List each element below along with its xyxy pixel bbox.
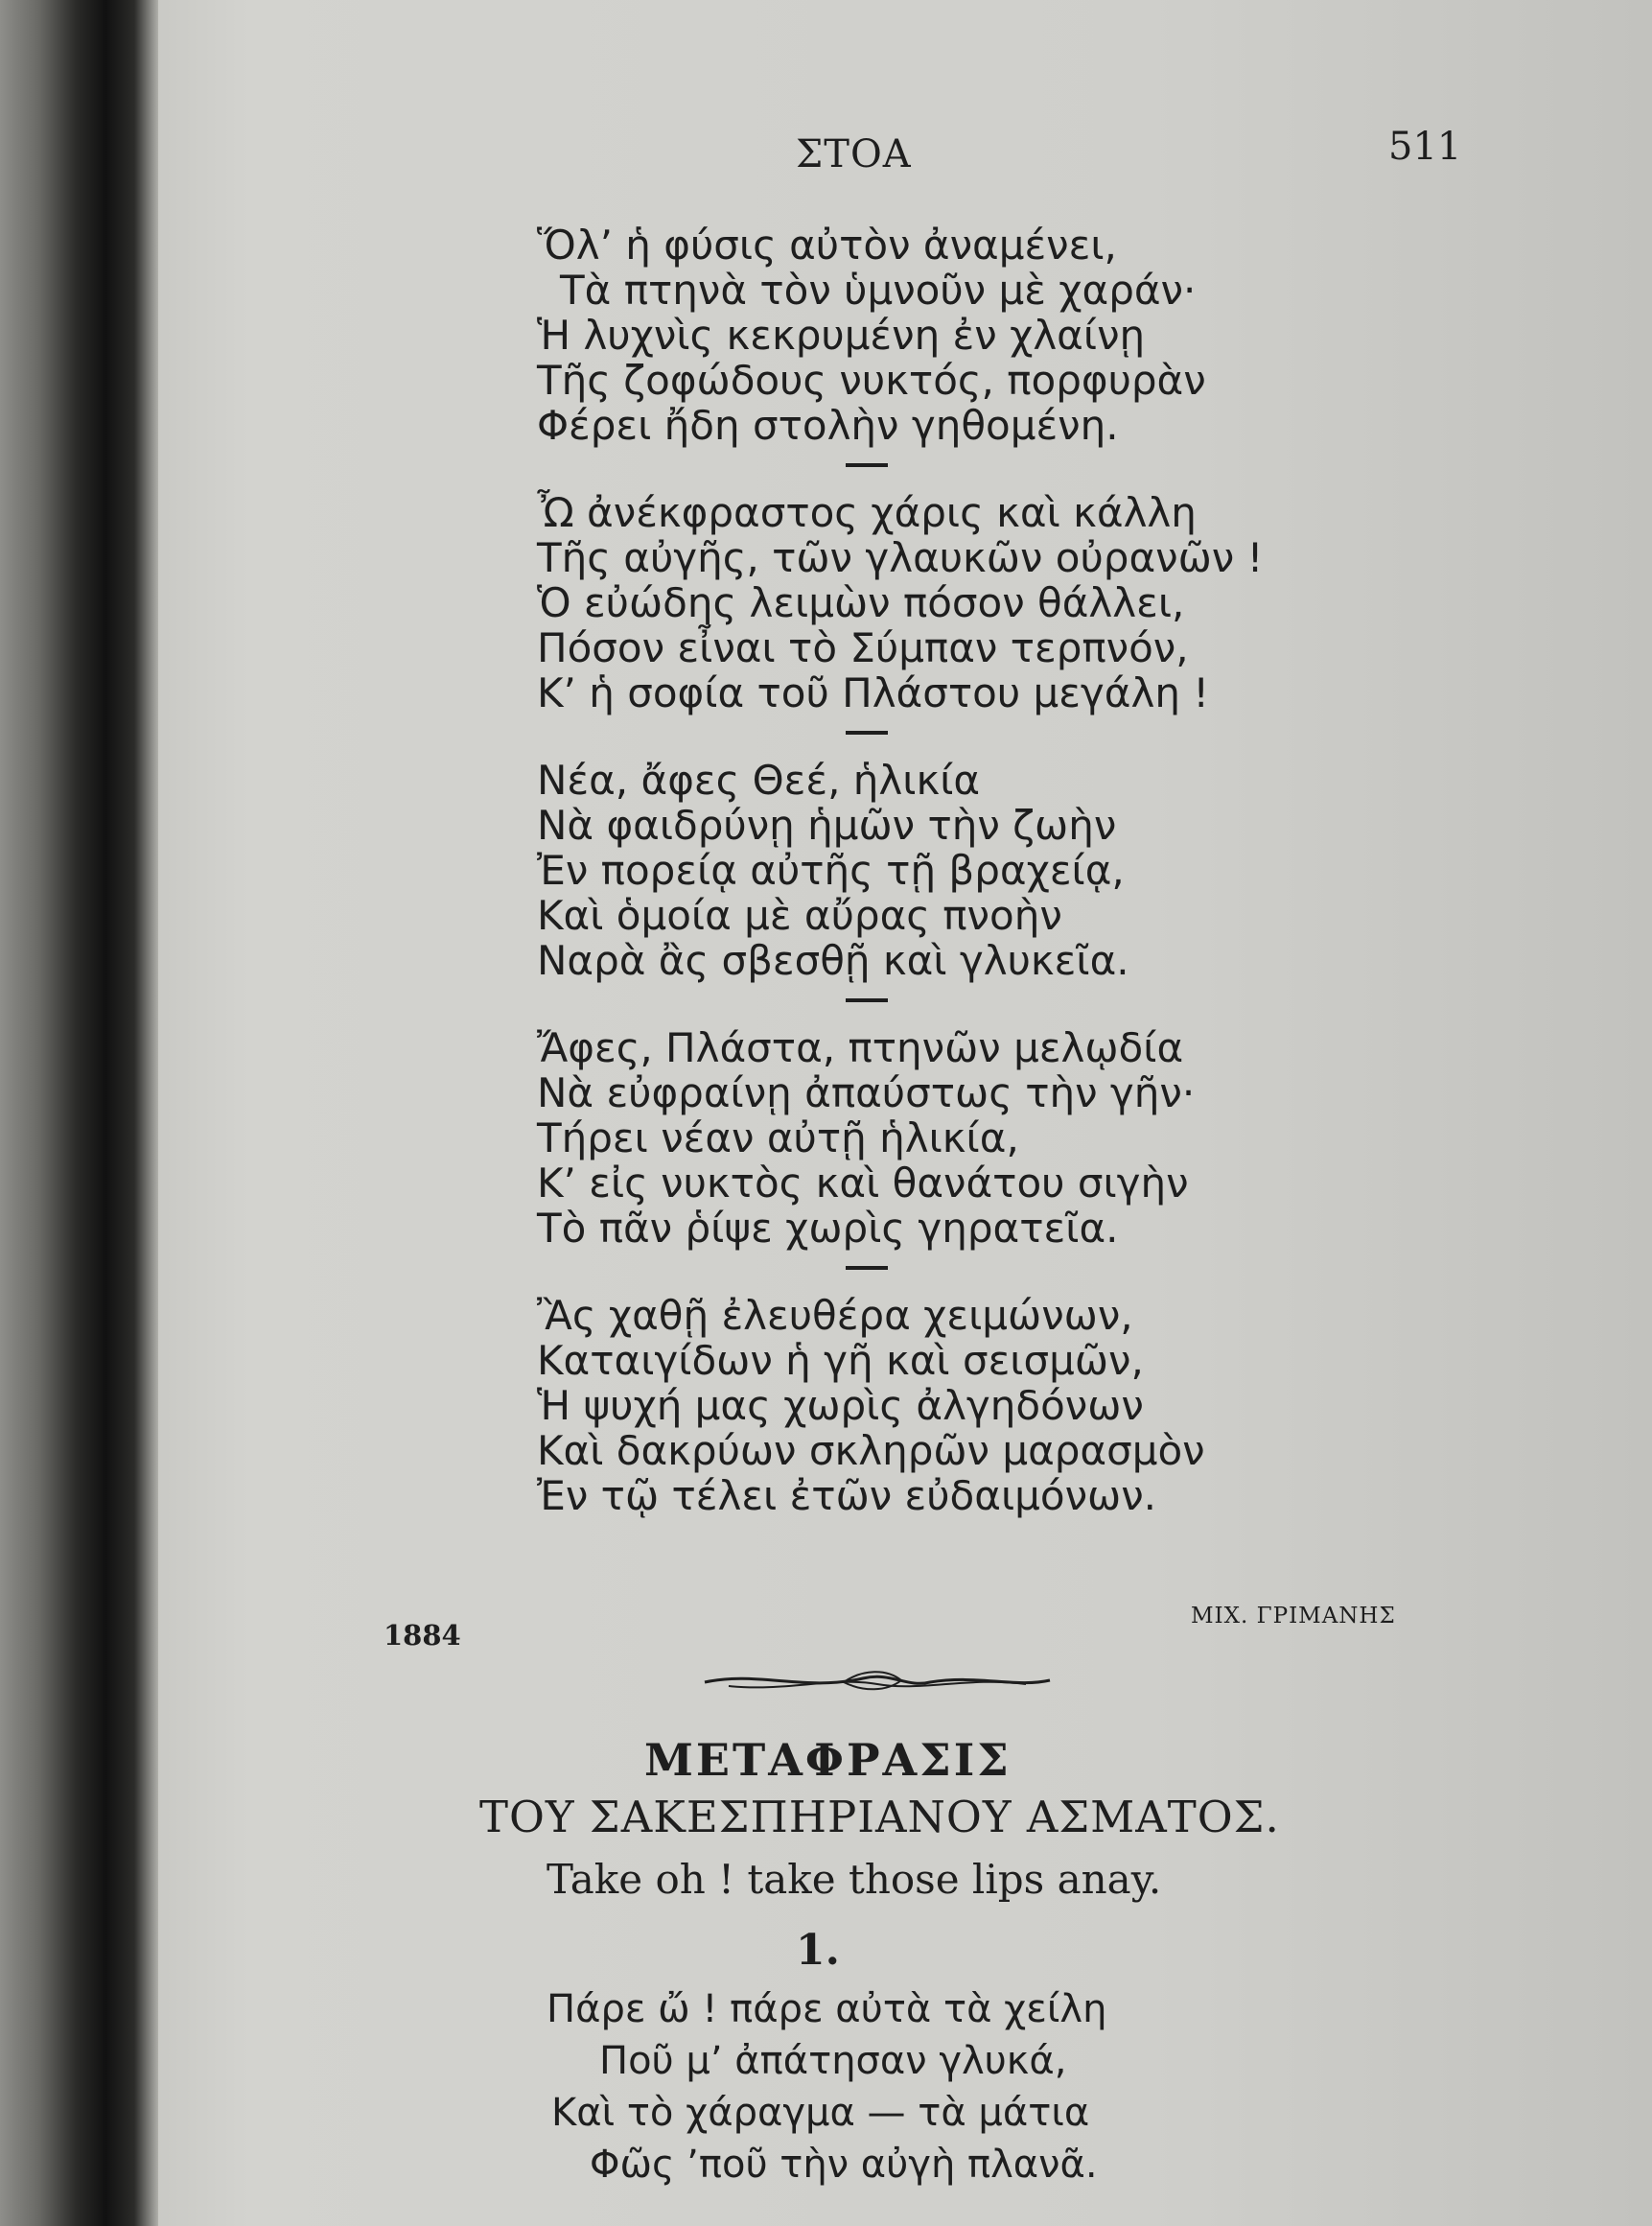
poem-line: Κ’ ἡ σοφία τοῦ Πλάστου μεγάλη !	[537, 669, 1210, 716]
poem-line: Ἂς χαθῇ ἐλευθέρα χειμώνων,	[537, 1292, 1133, 1339]
ornamental-divider	[700, 1663, 1055, 1701]
poem-line: Καὶ ὁμοία μὲ αὔρας πνοὴν	[537, 892, 1062, 939]
poem-line: Καταιγίδων ἡ γῆ καὶ σεισμῶν,	[537, 1337, 1144, 1384]
poem-line: Ναρὰ ἂς σβεσθῇ καὶ γλυκεῖα.	[537, 937, 1129, 984]
page-number: 511	[1388, 125, 1462, 169]
poem-line: Τήρει νέαν αὐτῇ ἡλικία,	[537, 1114, 1019, 1161]
stanza-separator	[846, 1266, 888, 1270]
poem-year: 1884	[384, 1619, 461, 1652]
poem-line: Ἡ λυχνὶς κεκρυμένη ἐν χλαίνῃ	[537, 312, 1146, 359]
section-subheading: ΤΟΥ ΣΑΚΕΣΠΗΡΙΑΝΟΥ ΑΣΜΑΤΟΣ.	[479, 1792, 1280, 1842]
epigraph: Take oh ! take those lips anay.	[547, 1856, 1162, 1903]
poem-line: Κ’ εἰς νυκτὸς καὶ θανάτου σιγὴν	[537, 1160, 1189, 1207]
poem-line: Ποῦ μ’ ἀπάτησαν γλυκά,	[599, 2039, 1067, 2083]
poem-line: Ὁ εὐώδης λειμὼν πόσον θάλλει,	[537, 579, 1185, 626]
poem-line: Ἄφες, Πλάστα, πτηνῶν μελῳδία	[537, 1024, 1184, 1071]
poem-line: Φῶς ’ποῦ τὴν αὐγὴ πλανᾶ.	[590, 2143, 1098, 2187]
poem-line: Ἐν τῷ τέλει ἐτῶν εὐδαιμόνων.	[537, 1472, 1157, 1519]
stanza-2	[537, 490, 1263, 715]
book-binding-gutter	[0, 0, 158, 2226]
section-heading: ΜΕΤΑΦΡΑΣΙΣ	[644, 1734, 1012, 1786]
poem-line: Ὦ ἀνέκφραστος χάρις καὶ κάλλη	[537, 489, 1197, 536]
translated-poem	[547, 1983, 1106, 2191]
poem-line: Πόσον εἶναι τὸ Σύμπαν τερπνόν,	[537, 624, 1189, 671]
poem-line: Τῆς ζοφώδους νυκτός, πορφυρὰν	[537, 357, 1206, 404]
poem-line: Νὰ εὐφραίνῃ ἀπαύστως τὴν γῆν·	[537, 1069, 1196, 1116]
poem-line: Τὸ πᾶν ῥίψε χωρὶς γηρατεῖα.	[537, 1205, 1119, 1252]
poem-line: Νέα, ἄφες Θεέ, ἡλικία	[537, 757, 981, 804]
poem-line: Φέρει ἤδη στολὴν γηθομένη.	[537, 402, 1119, 449]
stanza-separator	[846, 731, 888, 735]
stanza-3	[537, 758, 1263, 983]
poem-line: Καὶ δακρύων σκληρῶν μαρασμὸν	[537, 1427, 1205, 1474]
poem-line: Καὶ τὸ χάραγμα — τὰ μάτια	[551, 2091, 1090, 2135]
poem-line: Πάρε ὤ ! πάρε αὐτὰ τὰ χείλη	[547, 1987, 1107, 2031]
stanza-separator	[846, 463, 888, 467]
stanza-5	[537, 1293, 1263, 1518]
stanza-4	[537, 1025, 1263, 1251]
poem-line: Ὅλ’ ἡ φύσις αὐτὸν ἀναμένει,	[537, 222, 1117, 269]
poem-line: Νὰ φαιδρύνῃ ἡμῶν τὴν ζωὴν	[537, 802, 1117, 849]
poem-line: Ἐν πορείᾳ αὐτῆς τῇ βραχείᾳ,	[537, 847, 1125, 894]
section-number: 1.	[796, 1926, 840, 1975]
stanza-1	[537, 223, 1263, 448]
poem-line: Τὰ πτηνὰ τὸν ὑμνοῦν μὲ χαράν·	[560, 267, 1197, 314]
stanza-separator	[846, 998, 888, 1002]
poem-author: ΜΙΧ. ΓΡΙΜΑΝΗΣ	[1191, 1604, 1396, 1628]
poem-line: Τῆς αὐγῆς, τῶν γλαυκῶν οὐρανῶν !	[537, 534, 1264, 581]
running-title: ΣΤΟΑ	[796, 132, 912, 176]
poem	[537, 223, 1263, 1518]
poem-line: Ἡ ψυχή μας χωρὶς ἀλγηδόνων	[537, 1382, 1144, 1429]
